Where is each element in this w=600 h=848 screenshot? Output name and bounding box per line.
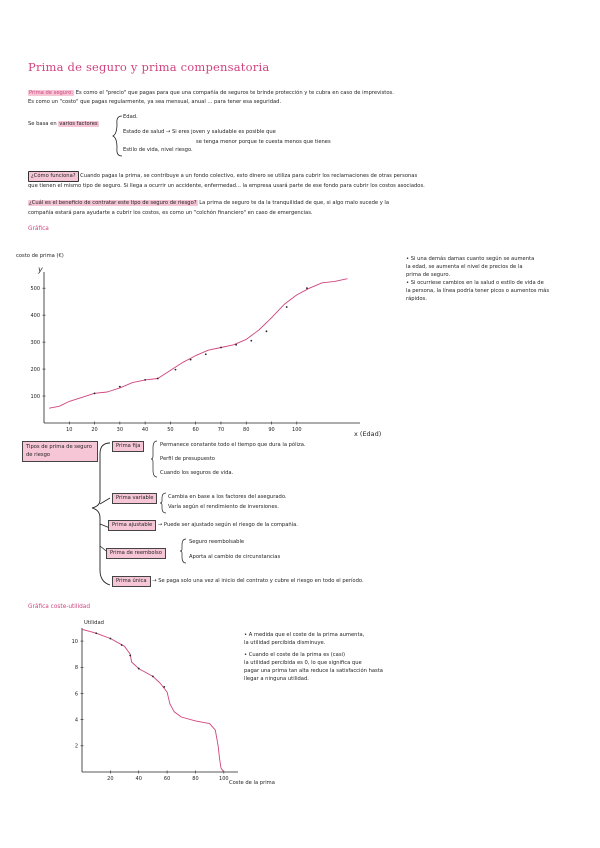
graph2-note-line: llegar a ninguna utilidad. xyxy=(244,676,309,683)
graph1-note-line: prima de seguro. xyxy=(406,272,451,279)
x-axis-label: x (Edad) xyxy=(354,430,382,438)
graph1-note-line: • Si ocurriese cambios en la salud o estilo de vida de xyxy=(406,280,544,287)
definition-term: Prima de seguro: xyxy=(29,90,74,96)
y-tick-label: 400 xyxy=(30,312,40,319)
benefit-question: ¿Cuál es el beneficio de contratar este tipo de seguro de riesgo? xyxy=(29,200,197,206)
type-reembolso-label: Prima de reembolso xyxy=(106,548,166,559)
x-tick-label: 60 xyxy=(163,776,171,782)
type-variable-label: Prima variable xyxy=(112,493,157,504)
graph2-note-line: la utilidad percibida es 0, lo que significa que xyxy=(244,660,362,667)
types-label: Tipos de prima de seguro de riesgo xyxy=(22,441,98,462)
how-line-2: que tienen el mismo tipo de seguro. Si llega a ocurrir un accidente, enfermedad... la empresa usará parte de ese fondo para cubrir los costos asociados. xyxy=(28,183,425,189)
data-point xyxy=(121,644,123,646)
factor-item-lifestyle: Estilo de vida, nivel riesgo. xyxy=(123,147,193,153)
graph2-heading: Gráfica coste-utilidad xyxy=(28,604,91,610)
graph1-note-line: rápidos. xyxy=(406,296,427,303)
factor-item-health: Estado de salud → Si eres joven y saludable es posible que xyxy=(123,129,276,135)
x-axis-label: Coste de la prima xyxy=(229,780,275,786)
type-ajustable-label: Prima ajustable xyxy=(108,520,156,531)
fija-item: Permanece constante todo el tiempo que dura la póliza. xyxy=(160,442,306,448)
graph2-note-line: pagar una prima tan alta reduce la satisfacción hasta xyxy=(244,668,383,675)
graph1-note-line: la persona, la línea podría tener picos o aumentos más xyxy=(406,288,550,295)
how-question: ¿Cómo funciona? xyxy=(28,171,79,182)
graph1-note-line: • Si una demás damas cuanto según se aumenta xyxy=(406,256,535,262)
x-tick-label: 20 xyxy=(91,427,98,433)
factors-highlight: varios factores xyxy=(59,121,98,127)
graph2-note-line: • A medida que el coste de la prima aumenta, xyxy=(244,632,365,638)
y-tick-label: 6 xyxy=(74,691,78,698)
x-tick-label: 70 xyxy=(217,427,225,433)
x-tick-label: 40 xyxy=(135,776,142,782)
variable-item: Varía según el rendimiento de inversiones. xyxy=(168,504,279,510)
y-tick-label: 8 xyxy=(74,665,78,672)
benefit-line-2: compañía estará para ayudarte a cubrir los costos, es como un "colchón financiero" en caso de emergencias. xyxy=(28,210,313,216)
definition-line-2: Es como un "costo" que pagas regularmente, ya sea mensual, anual ... para tener esa seguridad. xyxy=(28,99,282,105)
x-tick-label: 20 xyxy=(107,776,114,782)
graph1-note-line: la edad, se aumenta el nivel de precios de la xyxy=(406,264,523,271)
y-tick-label: 200 xyxy=(30,366,40,373)
x-tick-label: 60 xyxy=(192,427,199,433)
x-tick-label: 80 xyxy=(243,427,250,433)
data-point xyxy=(163,686,165,688)
data-point xyxy=(138,668,140,670)
x-tick-label: 10 xyxy=(66,427,73,433)
y-tick-label: 500 xyxy=(30,285,40,292)
type-unica-label: Prima única xyxy=(112,576,151,587)
data-point xyxy=(109,638,111,640)
variable-item: Cambia en base a los factores del asegurado. xyxy=(168,494,287,500)
factor-item-age: Edad. xyxy=(123,114,138,120)
page-title: Prima de seguro y prima compensatoria xyxy=(28,60,270,74)
data-point xyxy=(152,676,154,678)
unica-text: → Se paga solo una vez al inicio del contrato y cubre el riesgo en todo el período. xyxy=(152,578,364,584)
y-tick-label: 10 xyxy=(71,638,78,645)
graph2-notes xyxy=(244,631,383,683)
y-axis-label: Utilidad xyxy=(84,620,104,626)
y-tick-label: 2 xyxy=(74,743,78,750)
y-axis-symbol: y xyxy=(38,265,43,274)
x-tick-label: 30 xyxy=(116,427,124,433)
reembolso-item: Aporta al cambio de circunstancias xyxy=(189,554,281,560)
x-tick-label: 80 xyxy=(192,776,199,782)
data-point xyxy=(95,632,97,634)
y-tick-label: 300 xyxy=(30,339,40,346)
fija-item: Perfil de presupuesto xyxy=(160,456,215,462)
y-tick-label: 100 xyxy=(30,393,40,400)
x-tick-label: 40 xyxy=(141,427,149,433)
ajustable-text: → Puede ser ajustado según el riesgo de la compañía. xyxy=(157,522,298,528)
factor-note: se tenga menor porque te cuesta menos que tienes xyxy=(196,139,331,145)
reembolso-item: Seguro reembolsable xyxy=(189,539,245,545)
definition-text: Es como el "precio" que pagas para que una compañía de seguros te brinde protección y te cubra en caso de imprevistos. xyxy=(75,90,394,96)
type-fija-label: Prima fija xyxy=(112,441,144,452)
x-tick-label: 50 xyxy=(167,427,174,433)
y-axis-label: costo de prima (€) xyxy=(16,253,64,259)
graph2-note-line: la utilidad percibida disminuye. xyxy=(244,640,326,647)
graph2-note-line: • Cuando el coste de la prima es (casi) xyxy=(244,652,346,659)
factors-intro-text: Se basa en xyxy=(28,121,57,127)
how-text-1: Cuando pagas la prima, se contribuye a un fondo colectivo, esto dinero se utiliza para cubrir los reclamaciones de otras personas xyxy=(80,173,418,179)
benefit-text-1: La prima de seguro te da la tranquilidad de que, si algo malo sucede y la xyxy=(199,200,390,206)
graph1-heading: Gráfica xyxy=(28,226,49,232)
fija-item: Cuando los seguros de vida. xyxy=(160,470,234,476)
series-line xyxy=(82,629,224,772)
x-tick-label: 100 xyxy=(219,776,229,782)
x-tick-label: 90 xyxy=(268,427,275,433)
x-tick-label: 100 xyxy=(292,427,302,433)
data-point xyxy=(129,655,131,657)
y-tick-label: 4 xyxy=(74,717,78,724)
